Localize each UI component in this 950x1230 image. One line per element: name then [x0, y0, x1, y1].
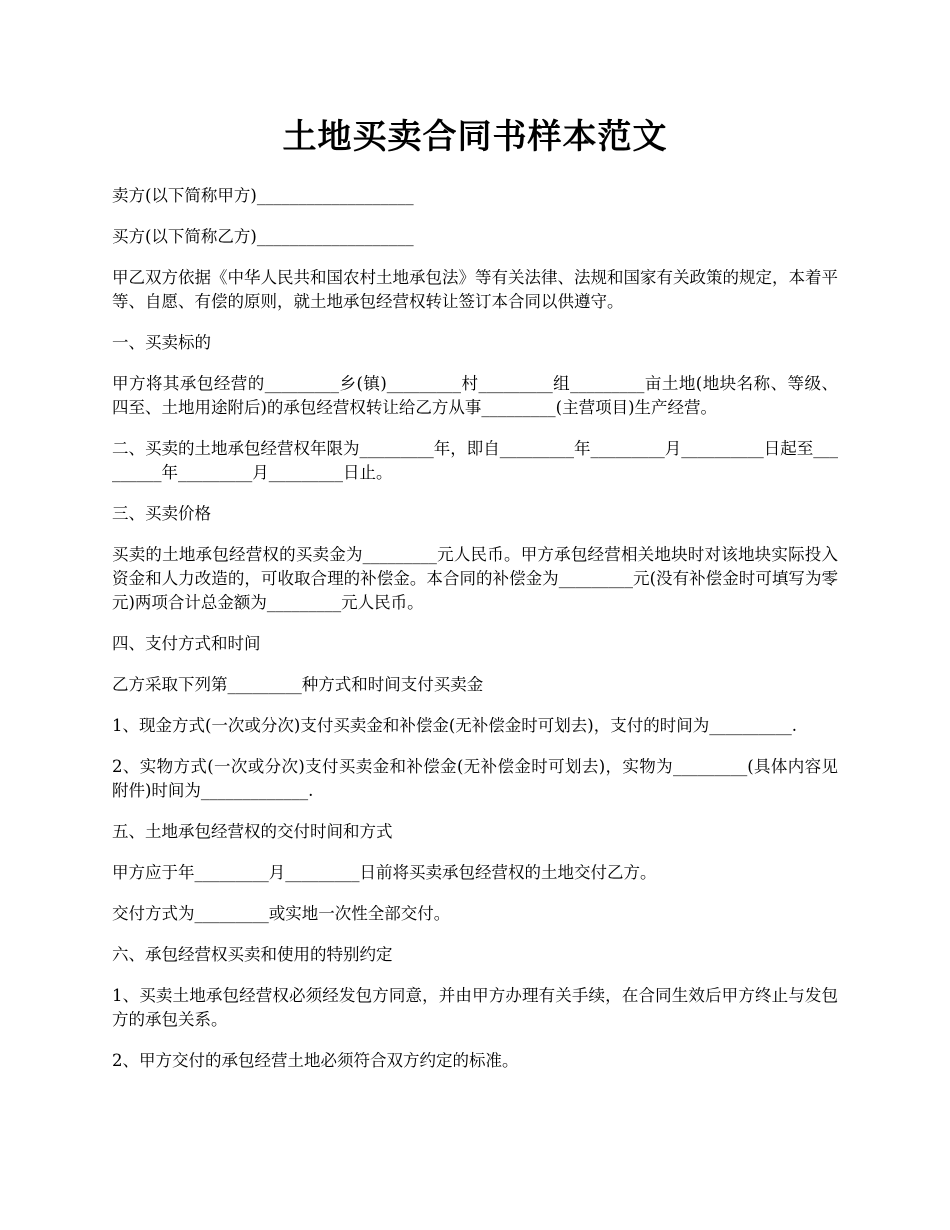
section-heading-delivery: 五、土地承包经营权的交付时间和方式 [112, 822, 393, 841]
buyer-line: 买方(以下简称乙方)___________________ [112, 227, 414, 246]
document-title: 土地买卖合同书样本范文 [282, 117, 668, 157]
delivery-method-paragraph: 交付方式为_________或实地一次性全部交付。 [112, 904, 451, 923]
payment-kind-paragraph: 2、实物方式(一次或分次)支付买卖金和补偿金(无补偿金时可划去)，实物为_________(具体内容见附件)时间为_____________. [112, 757, 838, 800]
seller-line: 卖方(以下简称甲方)___________________ [112, 186, 414, 205]
subject-paragraph: 甲方将其承包经营的_________乡(镇)_________村_________组_________亩土地(地块名称、等级、四至、土地用途附后)的承包经营权转让给乙方从事_________(主营项目)生产经营。 [112, 374, 838, 417]
special-term-1-paragraph: 1、买卖土地承包经营权必须经发包方同意，并由甲方办理有关手续，在合同生效后甲方终止与发包方的承包关系。 [112, 986, 838, 1029]
special-term-2-paragraph: 2、甲方交付的承包经营土地必须符合双方约定的标准。 [112, 1051, 519, 1070]
term-paragraph: 二、买卖的土地承包经营权年限为_________年，即自_________年_________月__________日起至_________年_________月_________日止。 [112, 439, 838, 482]
section-heading-payment: 四、支付方式和时间 [112, 634, 261, 653]
preamble-paragraph: 甲乙双方依据《中华人民共和国农村土地承包法》等有关法律、法规和国家有关政策的规定，本着平等、自愿、有偿的原则，就土地承包经营权转让签订本合同以供遵守。 [112, 268, 838, 311]
section-heading-subject: 一、买卖标的 [112, 333, 211, 352]
payment-cash-paragraph: 1、现金方式(一次或分次)支付买卖金和补偿金(无补偿金时可划去)，支付的时间为__________. [112, 716, 797, 735]
section-heading-special-terms: 六、承包经营权买卖和使用的特别约定 [112, 945, 393, 964]
payment-choice-paragraph: 乙方采取下列第_________种方式和时间支付买卖金 [112, 675, 484, 694]
delivery-date-paragraph: 甲方应于年_________月_________日前将买卖承包经营权的土地交付乙方。 [112, 863, 657, 882]
price-paragraph: 买卖的土地承包经营权的买卖金为_________元人民币。甲方承包经营相关地块时对该地块实际投入资金和人力改造的，可收取合理的补偿金。本合同的补偿金为_________元(没有补偿金时可填写为零元)两项合计总金额为_________元人民币。 [112, 545, 838, 612]
section-heading-price: 三、买卖价格 [112, 504, 211, 523]
